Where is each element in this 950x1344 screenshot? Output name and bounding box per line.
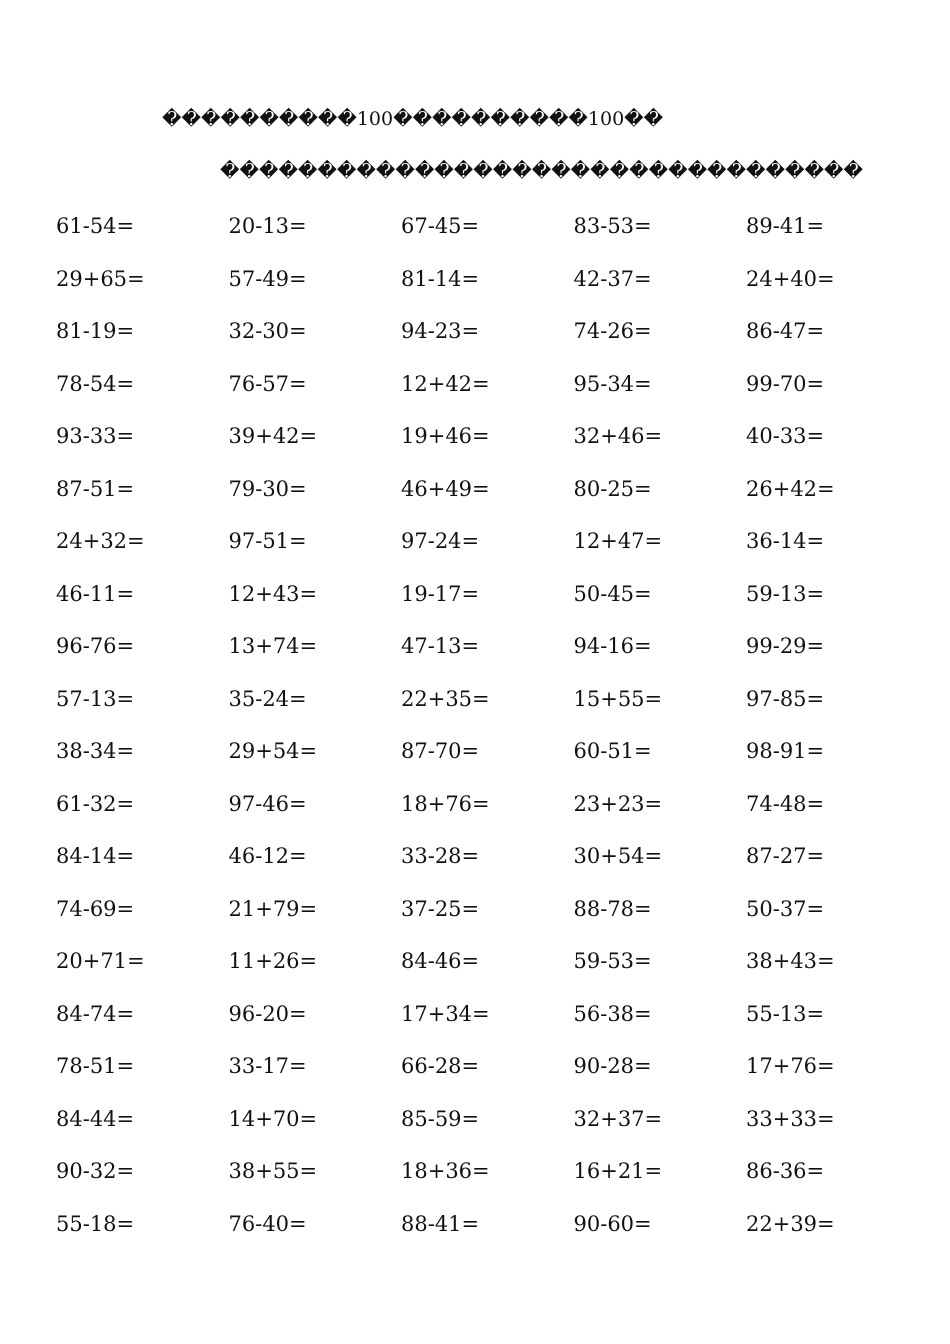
arithmetic-problem: 20-13=: [228, 214, 307, 238]
arithmetic-problem: 13+74=: [228, 634, 318, 658]
arithmetic-problem: 79-30=: [228, 476, 307, 501]
arithmetic-problem: 42-37=: [573, 266, 652, 291]
arithmetic-problem: 80-25=: [573, 476, 652, 501]
arithmetic-problem: 40-33=: [746, 424, 825, 448]
worksheet-title: ����������100����������100��: [162, 108, 664, 130]
arithmetic-problem: 12+43=: [228, 581, 318, 606]
problem-grid: [56, 212, 926, 1262]
arithmetic-problem: 66-28=: [401, 1054, 480, 1078]
arithmetic-problem: 26+42=: [746, 476, 835, 501]
arithmetic-problem: 97-24=: [401, 529, 480, 553]
arithmetic-problem: 32+46=: [573, 424, 663, 448]
problem-row: [56, 737, 926, 790]
problem-row: [56, 1105, 926, 1158]
problem-row: [56, 1210, 926, 1263]
arithmetic-problem: 38+55=: [228, 1159, 318, 1183]
arithmetic-problem: 90-32=: [56, 1159, 135, 1183]
problem-row: [56, 370, 926, 423]
arithmetic-problem: 84-46=: [401, 949, 480, 973]
arithmetic-problem: 97-51=: [228, 529, 307, 553]
arithmetic-problem: 86-47=: [746, 319, 825, 343]
arithmetic-problem: 74-26=: [573, 319, 652, 343]
arithmetic-problem: 94-23=: [401, 319, 480, 343]
arithmetic-problem: 30+54=: [573, 844, 663, 868]
arithmetic-problem: 57-49=: [228, 266, 307, 291]
arithmetic-problem: 11+26=: [228, 949, 318, 973]
problem-row: [56, 527, 926, 580]
arithmetic-problem: 55-18=: [56, 1211, 135, 1236]
problem-row: [56, 1052, 926, 1105]
problem-row: [56, 842, 926, 895]
arithmetic-problem: 29+65=: [56, 266, 145, 291]
problem-row: [56, 947, 926, 1000]
arithmetic-problem: 46+49=: [401, 476, 490, 501]
arithmetic-problem: 47-13=: [401, 634, 480, 658]
arithmetic-problem: 93-33=: [56, 424, 135, 448]
arithmetic-problem: 74-69=: [56, 896, 135, 921]
arithmetic-problem: 88-78=: [573, 896, 652, 921]
arithmetic-problem: 38+43=: [746, 949, 835, 973]
arithmetic-problem: 24+32=: [56, 529, 145, 553]
arithmetic-problem: 24+40=: [746, 266, 835, 291]
arithmetic-problem: 90-60=: [573, 1211, 652, 1236]
arithmetic-problem: 29+54=: [228, 739, 318, 763]
arithmetic-problem: 39+42=: [228, 424, 318, 448]
problem-row: [56, 632, 926, 685]
arithmetic-problem: 33-17=: [228, 1054, 307, 1078]
arithmetic-problem: 14+70=: [228, 1106, 318, 1131]
problem-row: [56, 580, 926, 633]
arithmetic-problem: 83-53=: [573, 214, 652, 238]
arithmetic-problem: 33+33=: [746, 1106, 835, 1131]
arithmetic-problem: 61-32=: [56, 791, 135, 816]
arithmetic-problem: 84-14=: [56, 844, 135, 868]
problem-row: [56, 475, 926, 528]
arithmetic-problem: 60-51=: [573, 739, 652, 763]
problem-row: [56, 212, 926, 265]
arithmetic-problem: 12+42=: [401, 371, 490, 396]
arithmetic-problem: 81-19=: [56, 319, 135, 343]
arithmetic-problem: 22+35=: [401, 686, 490, 711]
arithmetic-problem: 95-34=: [573, 371, 652, 396]
arithmetic-problem: 50-45=: [573, 581, 652, 606]
arithmetic-problem: 21+79=: [228, 896, 318, 921]
arithmetic-problem: 17+34=: [401, 1001, 490, 1026]
arithmetic-problem: 59-53=: [573, 949, 652, 973]
arithmetic-problem: 23+23=: [573, 791, 663, 816]
arithmetic-problem: 87-27=: [746, 844, 825, 868]
arithmetic-problem: 96-20=: [228, 1001, 307, 1026]
arithmetic-problem: 89-41=: [746, 214, 825, 238]
arithmetic-problem: 98-91=: [746, 739, 825, 763]
arithmetic-problem: 33-28=: [401, 844, 480, 868]
arithmetic-problem: 17+76=: [746, 1054, 835, 1078]
arithmetic-problem: 94-16=: [573, 634, 652, 658]
arithmetic-problem: 37-25=: [401, 896, 480, 921]
arithmetic-problem: 81-14=: [401, 266, 480, 291]
arithmetic-problem: 76-40=: [228, 1211, 307, 1236]
arithmetic-problem: 18+76=: [401, 791, 490, 816]
arithmetic-problem: 20+71=: [56, 949, 145, 973]
arithmetic-problem: 88-41=: [401, 1211, 480, 1236]
arithmetic-problem: 15+55=: [573, 686, 663, 711]
arithmetic-problem: 84-74=: [56, 1001, 135, 1026]
problem-row: [56, 895, 926, 948]
arithmetic-problem: 32+37=: [573, 1106, 663, 1131]
arithmetic-problem: 55-13=: [746, 1001, 825, 1026]
arithmetic-problem: 84-44=: [56, 1106, 135, 1131]
problem-row: [56, 317, 926, 370]
arithmetic-problem: 50-37=: [746, 896, 825, 921]
problem-row: [56, 790, 926, 843]
problem-row: [56, 1157, 926, 1210]
arithmetic-problem: 78-54=: [56, 371, 135, 396]
arithmetic-problem: 86-36=: [746, 1159, 825, 1183]
arithmetic-problem: 38-34=: [56, 739, 135, 763]
arithmetic-problem: 99-29=: [746, 634, 825, 658]
arithmetic-problem: 78-51=: [56, 1054, 135, 1078]
arithmetic-problem: 57-13=: [56, 686, 135, 711]
arithmetic-problem: 19+46=: [401, 424, 490, 448]
arithmetic-problem: 59-13=: [746, 581, 825, 606]
worksheet-subtitle: ���������������������������������: [220, 160, 863, 182]
arithmetic-problem: 87-51=: [56, 476, 135, 501]
problem-row: [56, 1000, 926, 1053]
arithmetic-problem: 56-38=: [573, 1001, 652, 1026]
arithmetic-problem: 90-28=: [573, 1054, 652, 1078]
arithmetic-problem: 99-70=: [746, 371, 825, 396]
problem-row: [56, 265, 926, 318]
arithmetic-problem: 22+39=: [746, 1211, 835, 1236]
arithmetic-problem: 97-85=: [746, 686, 825, 711]
arithmetic-problem: 74-48=: [746, 791, 825, 816]
arithmetic-problem: 46-11=: [56, 581, 135, 606]
arithmetic-problem: 18+36=: [401, 1159, 490, 1183]
arithmetic-problem: 67-45=: [401, 214, 480, 238]
problem-row: [56, 685, 926, 738]
problem-row: [56, 422, 926, 475]
arithmetic-problem: 61-54=: [56, 214, 135, 238]
arithmetic-problem: 12+47=: [573, 529, 663, 553]
arithmetic-problem: 19-17=: [401, 581, 480, 606]
arithmetic-problem: 85-59=: [401, 1106, 480, 1131]
arithmetic-problem: 87-70=: [401, 739, 480, 763]
arithmetic-problem: 46-12=: [228, 844, 307, 868]
arithmetic-problem: 16+21=: [573, 1159, 663, 1183]
arithmetic-problem: 97-46=: [228, 791, 307, 816]
arithmetic-problem: 32-30=: [228, 319, 307, 343]
arithmetic-problem: 35-24=: [228, 686, 307, 711]
arithmetic-problem: 36-14=: [746, 529, 825, 553]
arithmetic-problem: 96-76=: [56, 634, 135, 658]
arithmetic-problem: 76-57=: [228, 371, 307, 396]
